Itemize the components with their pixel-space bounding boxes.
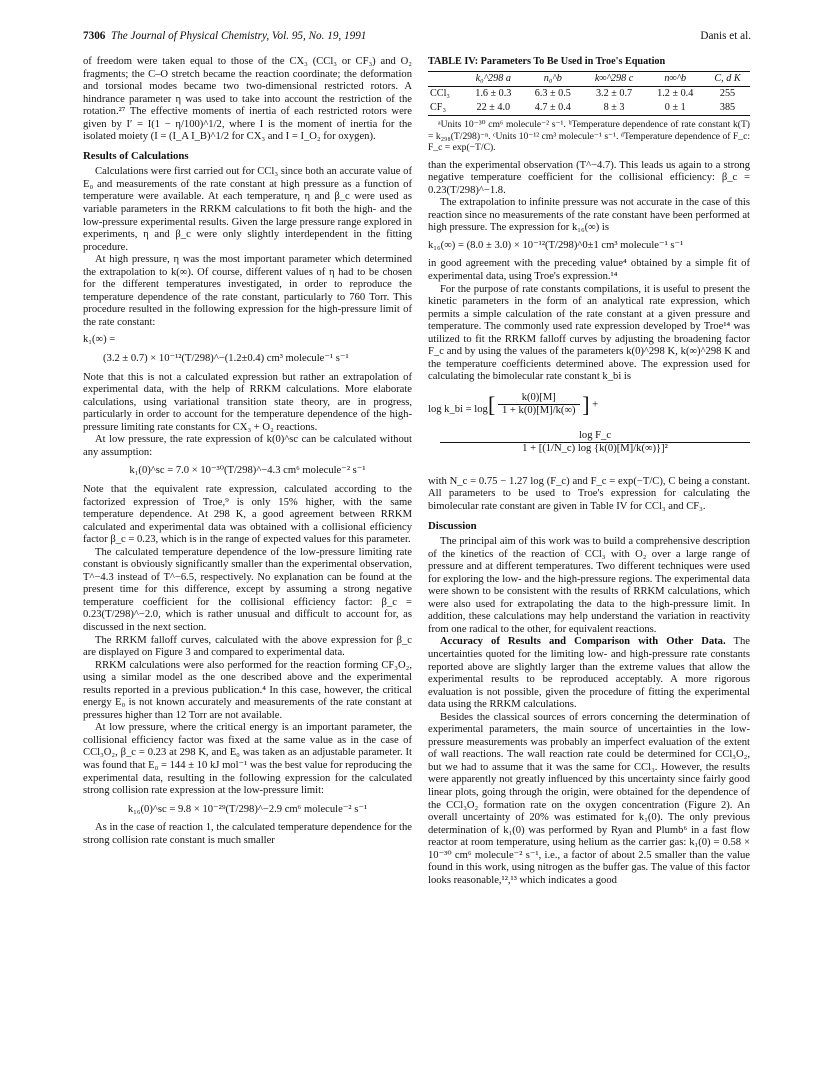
equation-plus: + bbox=[592, 399, 599, 411]
fraction-numerator: k(0)[M] bbox=[498, 392, 580, 406]
paragraph: than the experimental observation (T^−4.7). This leads us again to a strong negative temperature coefficient for the collisional efficiency: β_c = 0.23(T/298)^−1.8. bbox=[428, 159, 750, 196]
fraction-numerator: log F_c bbox=[440, 430, 750, 444]
table-header-cell: k₀^298 a bbox=[464, 71, 524, 87]
table-cell: 22 ± 4.0 bbox=[464, 101, 524, 116]
journal-name: The Journal of Physical Chemistry, Vol. 95, No. 19, 1991 bbox=[110, 30, 367, 42]
paragraph: of freedom were taken equal to those of the CX₃ (CCl₃ or CF₃) and O₂ fragments; the C–O stretch became the reaction coordinate; the deformation and torsional modes became two two-dimensional restricted rotors. A hindrance parameter η was used to take into account the restriction of the rotation.²⁷ The effective moments of inertia of each restricted rotors were given by I′ = I(1 − η/100)^1/2, where I is the moment of inertia for the isolated moiety (I = (I_A I_B)^1/2 for CX₃ and I = I_O₂ for oxygen). bbox=[83, 56, 412, 143]
table-cell: 385 bbox=[705, 101, 750, 116]
paragraph: The extrapolation to infinite pressure was not accurate in the case of this reaction since no measurements of the rate constant have been performed at high pressure. The expression for k₁₆(∞) is bbox=[428, 197, 750, 234]
page-number: 7306 bbox=[83, 30, 106, 42]
paragraph: At low pressure, where the critical energy is an important parameter, the collisional efficiency factor was fixed at the same value as in the case of CCl₃O₂, β_c = 0.23 at 298 K, and E₀ was taken as an adjustable parameter. It was found that E₀ = 144 ± 10 kJ mol⁻¹ was the best value for reproducing the experimental data, resulting in the following expression for the calculated strong collision rate expression at the low-pressure limit: bbox=[83, 722, 412, 797]
table-row bbox=[428, 101, 750, 116]
paragraph: The principal aim of this work was to build a comprehensive description of the kinetics of the reaction of CCl₃ with O₂ over a large range of pressure and at different temperatures. Two different techniques were used for exploring the low- and the high-pressure regions. The experimental data were shown to be consistent with the results of RRKM calculations, which were also used for extrapolating the data to the high-pressure limit. In addition, these calculations may help understand the variation in reactivity from one radical to the other, for equivalent reactions. bbox=[428, 536, 750, 635]
paragraph: At low pressure, the rate expression of k(0)^sc can be calculated without any assumption: bbox=[83, 434, 412, 458]
table-caption: TABLE IV: Parameters To Be Used in Troe's Equation bbox=[428, 56, 666, 67]
paragraph: For the purpose of rate constants compilations, it is useful to present the kinetic parameters in the form of an analytical rate expression, which permits a simple calculation of the rate constant at a given pressure and temperature. The commonly used rate expression developed by Troe¹⁴ was utilized to fit the RRKM falloff curves by adjusting the broadening factor F_c and by using the values of the parameters k(0)^298 K, k(∞)^298 K and the temperature coefficients determined above. The expression used for calculating the bimolecular rate constant k_bi is bbox=[428, 283, 750, 383]
section-heading-discussion: Discussion bbox=[428, 519, 477, 532]
table-cell: 1.6 ± 0.3 bbox=[475, 88, 512, 100]
table-cell: 255 bbox=[719, 88, 736, 100]
table-cell: 6.3 ± 0.5 bbox=[534, 88, 571, 100]
paragraph: At high pressure, η was the most important parameter which determined the extrapolation to k(∞). Of course, different values of η had to be chosen for the different temperatures investigated, in order to reproduce the temperature dependence of the rate constant, particularly to 760 Torr. This procedure resulted in the following expression for the high-pressure limit of the rate constant: bbox=[83, 254, 412, 328]
equation-troe bbox=[428, 390, 750, 470]
table-header-cell: C, d K bbox=[705, 71, 750, 87]
table-cell: 3.2 ± 0.7 bbox=[595, 88, 633, 100]
paragraph: Calculations were first carried out for CCl₃ since both an accurate value of E₀ and measurements of the rate constant at high pressure as a function of temperature were available. At each temperature, η and β_c were used as variable parameters in the RRKM calculations to fit both the high- and the low-pressure experimental results. Given the large pressure range explored in experiments, η and β_c were only slightly interdependent in the fitting procedure. bbox=[83, 166, 412, 253]
equation-k1-inf: (3.2 ± 0.7) × 10⁻¹²(T/298)^−(1.2±0.4) cm³ molecule⁻¹ s⁻¹ bbox=[103, 353, 349, 365]
paragraph: The RRKM falloff curves, calculated with the above expression for β_c are displayed on Figure 3 and compared to experimental data. bbox=[83, 634, 412, 659]
equation-k16-zero: k₁₆(0)^sc = 9.8 × 10⁻²⁹(T/298)^−2.9 cm⁶ molecule⁻² s⁻¹ bbox=[127, 803, 368, 815]
table-cell: 1.2 ± 0.4 bbox=[657, 88, 694, 100]
paragraph: RRKM calculations were also performed for the reaction forming CF₃O₂, using a similar model as the one described above and the experimental results reported in a previous publication.⁴ In this case, however, the critical energy E₀ is not known accurately and measurements of the rate constant at pressures higher than 12 Torr are not available. bbox=[83, 659, 412, 721]
paragraph: The calculated temperature dependence of the low-pressure limiting rate constant is obviously significantly smaller than the experimental observation, T^−4.3 instead of T^−6.5, respectively. No explanation can be found at the present time for this difference, except by assuming a strong negative temperature coefficient for the collisional efficiency factor: β_c = 0.23(T/298)^−2.0, which is rather unusual and difficult to account for, as discussed in the next section. bbox=[83, 546, 412, 633]
table-iv bbox=[428, 56, 750, 154]
table-cell: CCl₃ bbox=[430, 88, 450, 100]
run-in-heading: Accuracy of Results and Comparison with Other Data. bbox=[440, 636, 726, 648]
table-cell: 0 ± 1 bbox=[645, 101, 705, 116]
equation-lhs: log k_bi = log bbox=[428, 403, 488, 415]
paragraph: Note that this is not a calculated expression but rather an extrapolation of experimental data, with the help of RRKM calculations. More elaborate calculations, using variational transition state theory, are in progress, particularly in order to account for the temperature dependence of the high-pressure limiting rate constants for CX₃ + O₂ reactions. bbox=[83, 371, 412, 433]
right-column bbox=[428, 56, 750, 887]
header-left bbox=[83, 30, 366, 42]
section-heading-results: Results of Calculations bbox=[83, 149, 189, 162]
paragraph-text: The uncertainties quoted for the limiting low- and high-pressure rate constants reported above are slightly larger than the extreme values that allow the experimental results to be reproduced acceptably. A more rigorous evaluation is not possible, given the procedure of fitting the experimental data using the RRKM calculations. bbox=[428, 636, 750, 711]
equation-k1-zero: k₁(0)^sc = 7.0 × 10⁻³⁰(T/298)^−4.3 cm⁶ molecule⁻² s⁻¹ bbox=[129, 465, 366, 477]
table-cell: 8 ± 3 bbox=[583, 101, 646, 116]
table-footnote: ᵃUnits 10⁻³⁰ cm⁶ molecule⁻² s⁻¹. ᵇTemperature dependence of rate constant k(T) = k₂₉₈(T/298)⁻ⁿ. ᶜUnits 10⁻¹² cm³ molecule⁻¹ s⁻¹. ᵈTemperature dependence of F_c: F_c = exp(−T/C). bbox=[428, 119, 750, 154]
troe-parameters-table bbox=[428, 71, 750, 117]
equation-k16-inf: k₁₆(∞) = (8.0 ± 3.0) × 10⁻¹²(T/298)^0±1 cm³ molecule⁻¹ s⁻¹ bbox=[428, 239, 684, 251]
table-cell: CF₃ bbox=[428, 101, 464, 116]
paragraph: Besides the classical sources of errors concerning the determination of experimental parameters, the main source of uncertainties in the low-pressure measurements was probably an imperfect evaluation of the extent of wall reactions. The wall reaction rate could be determined for CCl₃O₂, but we had to assume that it was the same for CCl₃. However, the results were apparently not greatly influenced by this uncertainty since fairly good linear plots, going through the origin, were obtained for the dependence of the CCl₃O₂ formation rate on the oxygen concentration (Figure 2). An overall uncertainty of 20% was estimated for k₁(0). The only previous determination of k₁(0) was performed by Ryan and Plumb⁶ in a fast flow reactor at room temperature, using helium as the carrier gas: k₁(0) = 0.58 × 10⁻³⁰ cm⁶ molecule⁻² s⁻¹, i.e., a factor of about 2.5 smaller than the value found in this work, using nitrogen as the buffer gas. The value of this factor looks reasonable,¹²,¹³ which indicates a good bbox=[428, 711, 750, 886]
paragraph: with N_c = 0.75 − 1.27 log (F_c) and F_c = exp(−T/C), C being a constant. All parameters to be used to Troe's expression for calculating the bimolecular rate constant are given in Table IV for CCl₃ and CF₃. bbox=[428, 475, 750, 512]
paragraph bbox=[428, 636, 750, 711]
equation-k1-inf-label: k₁(∞) = bbox=[83, 334, 116, 346]
fraction-denominator: 1 + [(1/N_c) log {k(0)[M]/k(∞)}]² bbox=[522, 443, 668, 455]
paragraph: Note that the equivalent rate expression, calculated according to the factorized expression of Troe,⁹ is only 15% higher, with the same temperature dependence. At 298 K, a good agreement between RRKM calculated and experimental data was obtained with a collisional efficiency factor β_c = 0.23, which is in the range of expected values for this parameter. bbox=[83, 483, 412, 546]
paragraph: in good agreement with the preceding value⁴ obtained by a simple fit of experimental data, using Troe's expression.¹⁴ bbox=[428, 258, 750, 282]
left-column bbox=[83, 56, 412, 847]
table-cell: 4.7 ± 0.4 bbox=[523, 101, 583, 116]
table-row bbox=[428, 87, 750, 102]
equation-second-fraction bbox=[440, 430, 750, 456]
paragraph: As in the case of reaction 1, the calculated temperature dependence for the strong collision rate constant is much smaller bbox=[83, 822, 412, 846]
running-header bbox=[83, 30, 751, 48]
table-header-cell: k∞^298 c bbox=[583, 71, 646, 87]
table-header-cell: n₀^b bbox=[523, 71, 583, 87]
table-header-cell: n∞^b bbox=[645, 71, 705, 87]
table-header-row bbox=[428, 71, 750, 87]
table-header-cell bbox=[428, 71, 464, 87]
header-authors: Danis et al. bbox=[700, 30, 751, 42]
fraction-denominator: 1 + k(0)[M]/k(∞) bbox=[501, 405, 576, 417]
equation-bracket-term: [ $\frac{k(0)[M]}{1 + k(0)[M]/k(\infty)}$ ] + bbox=[488, 391, 599, 417]
equation-fraction bbox=[498, 392, 580, 418]
